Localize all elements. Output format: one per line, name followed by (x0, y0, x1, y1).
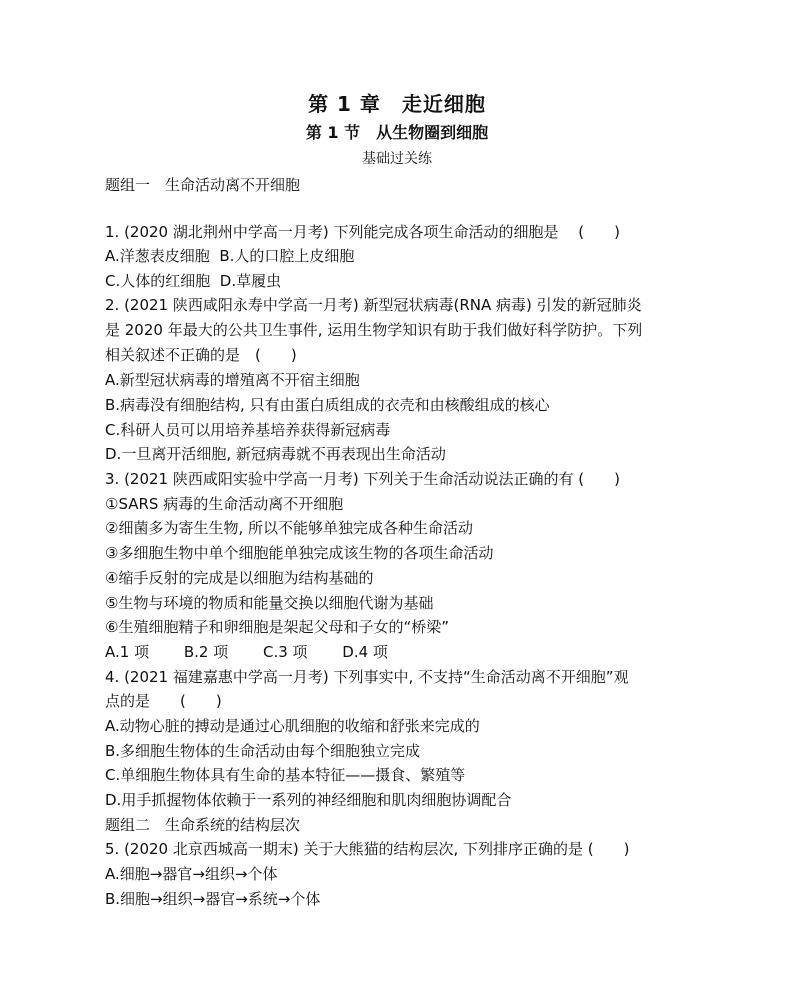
q1-stem: 1. (2020 湖北荆州中学高一月考) 下列能完成各项生命活动的细胞是 ( ) (105, 223, 620, 241)
q3-statement-2: ②细菌多为寄生生物, 所以不能够单独完成各种生命活动 (105, 519, 473, 537)
q2-option-a: A.新型冠状病毒的增殖离不开宿主细胞 (105, 371, 360, 389)
q3-stem: 3. (2021 陕西咸阳实验中学高一月考) 下列关于生命活动说法正确的有 ( ) (105, 470, 620, 488)
group-heading-1: 题组一 生命活动离不开细胞 (105, 176, 301, 194)
q5-option-a: A.细胞→器官→组织→个体 (105, 865, 278, 883)
q3-statement-3: ③多细胞生物中单个细胞能单独完成该生物的各项生命活动 (105, 544, 494, 562)
q1-options-row2 (105, 271, 281, 291)
q2-option-c: C.科研人员可以用培养基培养获得新冠病毒 (105, 421, 391, 439)
q3-statement-5: ⑤生物与环境的物质和能量交换以细胞代谢为基础 (105, 594, 434, 612)
q3-statement-4: ④缩手反射的完成是以细胞为结构基础的 (105, 569, 374, 587)
chapter-title: 第 1 章 走近细胞 (308, 92, 486, 116)
q4-option-c: C.单细胞生物体具有生命的基本特征——摄食、繁殖等 (105, 766, 466, 784)
q4-stem-line2: 点的是 ( ) (105, 692, 222, 710)
q3-options: A.1 项 B.2 项 C.3 项 D.4 项 (105, 643, 388, 661)
q2-stem-line3: 相关叙述不正确的是 ( ) (105, 346, 297, 364)
q1-option-a: A.洋葱表皮细胞 (105, 247, 210, 265)
q3-statement-1: ①SARS 病毒的生命活动离不开细胞 (105, 495, 344, 513)
q1-option-c: C.人体的红细胞 (105, 272, 211, 290)
q4-option-a: A.动物心脏的搏动是通过心肌细胞的收缩和舒张来完成的 (105, 717, 480, 735)
q1-option-b: B.人的口腔上皮细胞 (219, 247, 355, 265)
q2-option-d: D.一旦离开活细胞, 新冠病毒就不再表现出生命活动 (105, 445, 446, 463)
q1-options-row1 (105, 246, 354, 266)
q2-stem-line1: 2. (2021 陕西咸阳永寿中学高一月考) 新型冠状病毒(RNA 病毒) 引发的新冠肺炎 (105, 296, 642, 314)
q5-option-b: B.细胞→组织→器官→系统→个体 (105, 890, 321, 908)
group-heading-2: 题组二 生命系统的结构层次 (105, 816, 301, 834)
q4-stem-line1: 4. (2021 福建嘉惠中学高一月考) 下列事实中, 不支持“生命活动离不开细胞”观 (105, 668, 629, 686)
exercise-subtitle: 基础过关练 (362, 151, 432, 167)
q2-stem-line2: 是 2020 年最大的公共卫生事件, 运用生物学知识有助于我们做好科学防护。下列 (105, 321, 643, 339)
q5-stem: 5. (2020 北京西城高一期末) 关于大熊猫的结构层次, 下列排序正确的是 ( ) (105, 840, 630, 858)
q2-option-b: B.病毒没有细胞结构, 只有由蛋白质组成的衣壳和由核酸组成的核心 (105, 396, 550, 414)
q3-statement-6: ⑥生殖细胞精子和卵细胞是架起父母和子女的“桥梁” (105, 618, 449, 636)
q4-option-d: D.用手抓握物体依赖于一系列的神经细胞和肌肉细胞协调配合 (105, 791, 512, 809)
section-title: 第 1 节 从生物圈到细胞 (305, 123, 489, 142)
q1-option-d: D.草履虫 (219, 272, 282, 290)
q4-option-b: B.多细胞生物体的生命活动由每个细胞独立完成 (105, 742, 421, 760)
